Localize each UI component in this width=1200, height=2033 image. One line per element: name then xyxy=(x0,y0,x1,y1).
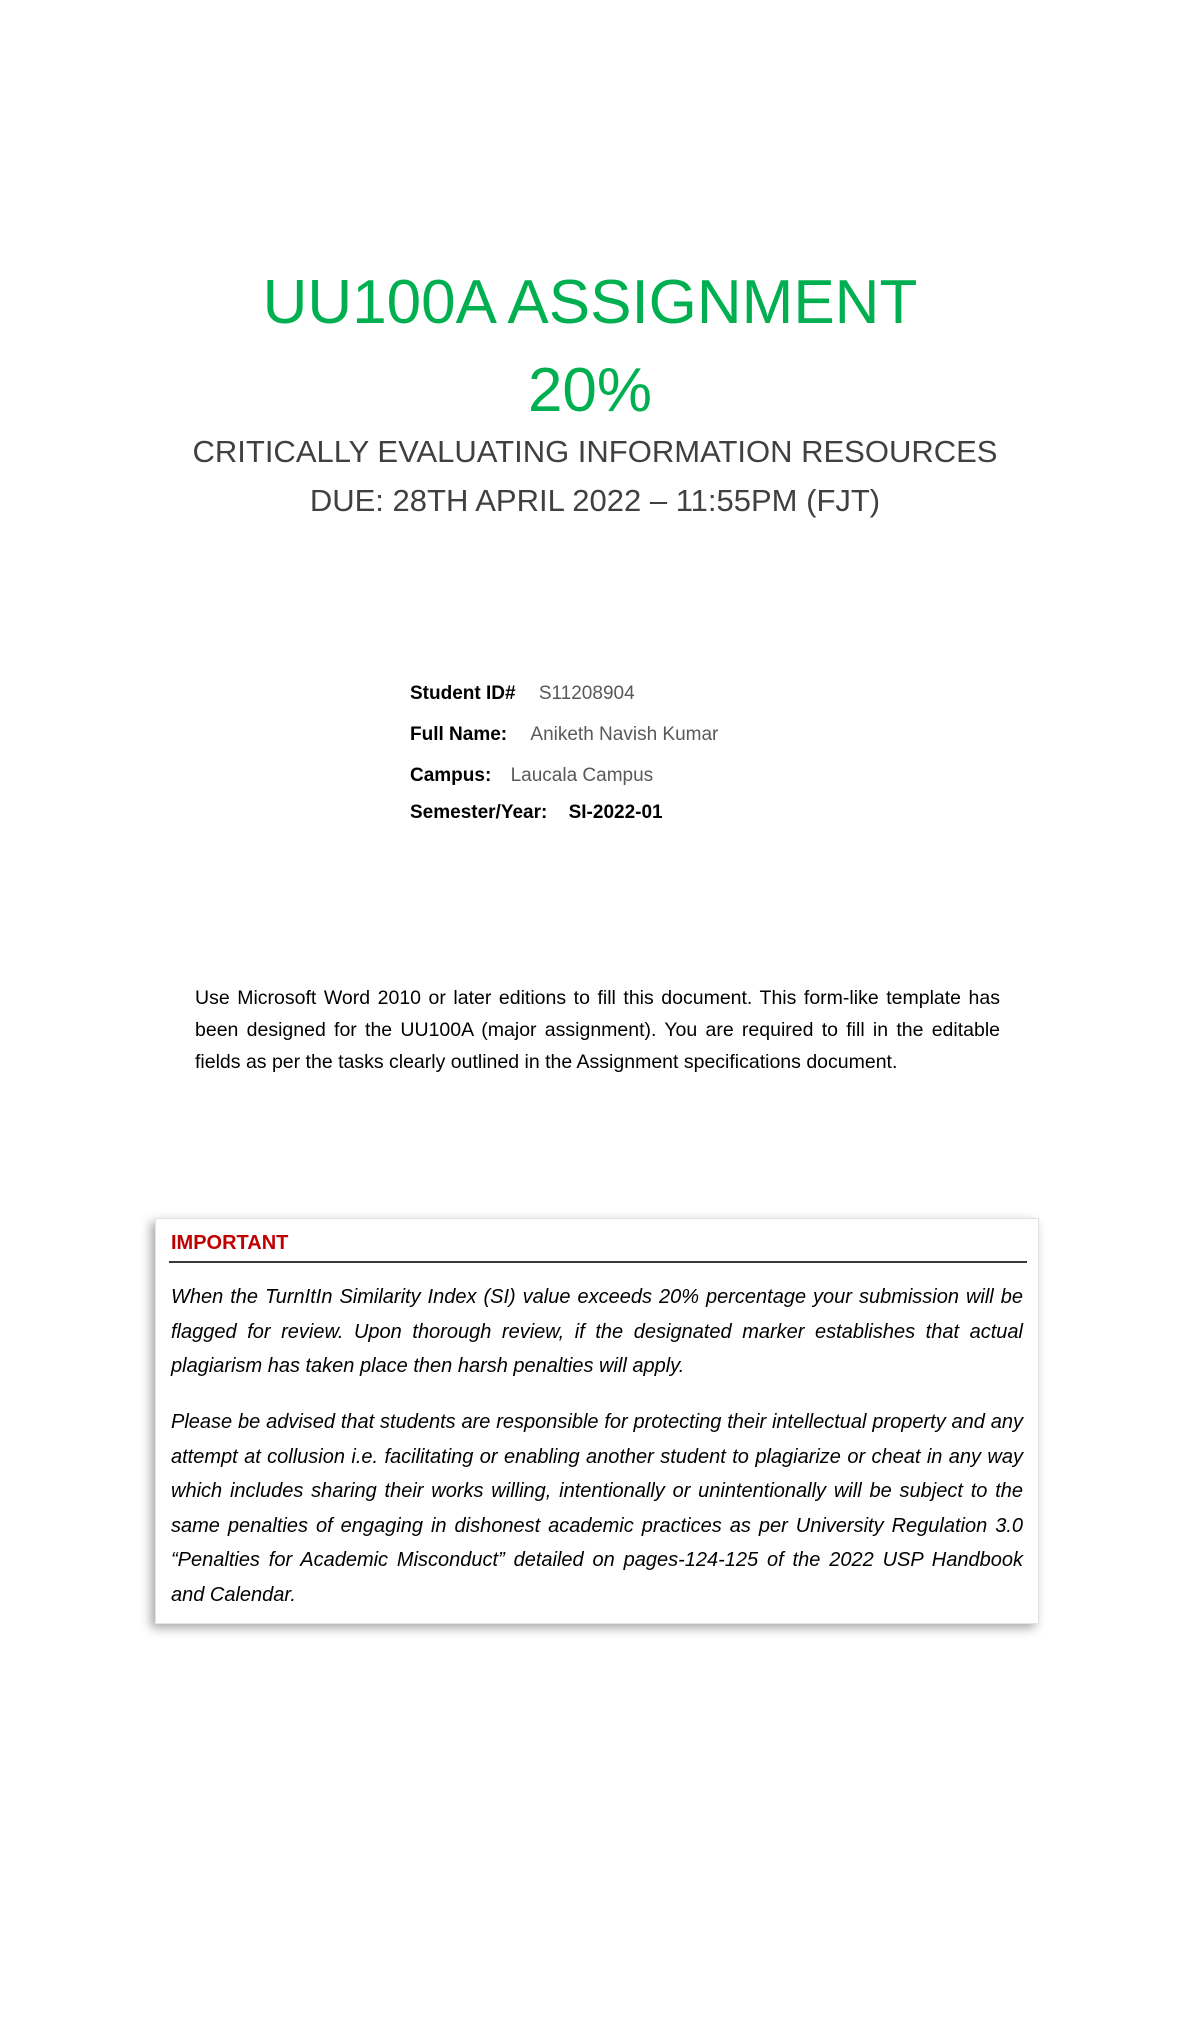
important-notice-box xyxy=(155,1218,1039,1624)
important-heading: IMPORTANT xyxy=(171,1232,289,1254)
full-name-field[interactable]: Aniketh Navish Kumar xyxy=(530,724,719,745)
full-name-label: Full Name: xyxy=(410,724,508,745)
assignment-title: UU100A ASSIGNMENT xyxy=(262,268,918,337)
campus-row xyxy=(410,765,653,787)
student-id-label: Student ID# xyxy=(410,683,516,704)
collusion-notice-paragraph: Please be advised that students are responsible for protecting their intellectual property and any attempt at collusion i.e. facilitating or enabling another student to plagiarize or cheat in any way which includes sharing their works willing, intentionally or unintentionally will be subject to the same penalties of engaging in dishonest academic practices as per University Regulation 3.0 “Penalties for Academic Misconduct” detailed on pages-124-125 of the 2022 USP Handbook and Calendar. xyxy=(171,1411,1023,1606)
semester-row xyxy=(410,802,663,824)
semester-label: Semester/Year: xyxy=(410,802,548,823)
campus-label: Campus: xyxy=(410,765,492,786)
intro-paragraph: Use Microsoft Word 2010 or later editions to fill this document. This form-like template has been designed for the UU100A (major assignment). You are required to fill in the editable fields as per the tasks clearly outlined in the Assignment specifications document. xyxy=(195,986,1000,1073)
plagiarism-notice-paragraph: When the TurnItIn Similarity Index (SI) value exceeds 20% percentage your submission will be flagged for review. Upon thorough review, if the designated marker establishes that actual plagiarism has taken place then harsh penalties will apply. xyxy=(171,1286,1023,1377)
semester-field[interactable]: SI-2022-01 xyxy=(568,802,663,823)
campus-field[interactable]: Laucala Campus xyxy=(510,765,654,786)
student-id-row xyxy=(410,683,635,705)
assignment-weight: 20% xyxy=(527,356,653,425)
important-divider xyxy=(169,1261,1027,1263)
student-id-field[interactable]: S11208904 xyxy=(538,683,635,704)
assignment-subtitle: CRITICALLY EVALUATING INFORMATION RESOURCES xyxy=(192,434,998,469)
full-name-row xyxy=(410,724,718,746)
assignment-due-date: DUE: 28TH APRIL 2022 – 11:55PM (FJT) xyxy=(309,483,881,518)
